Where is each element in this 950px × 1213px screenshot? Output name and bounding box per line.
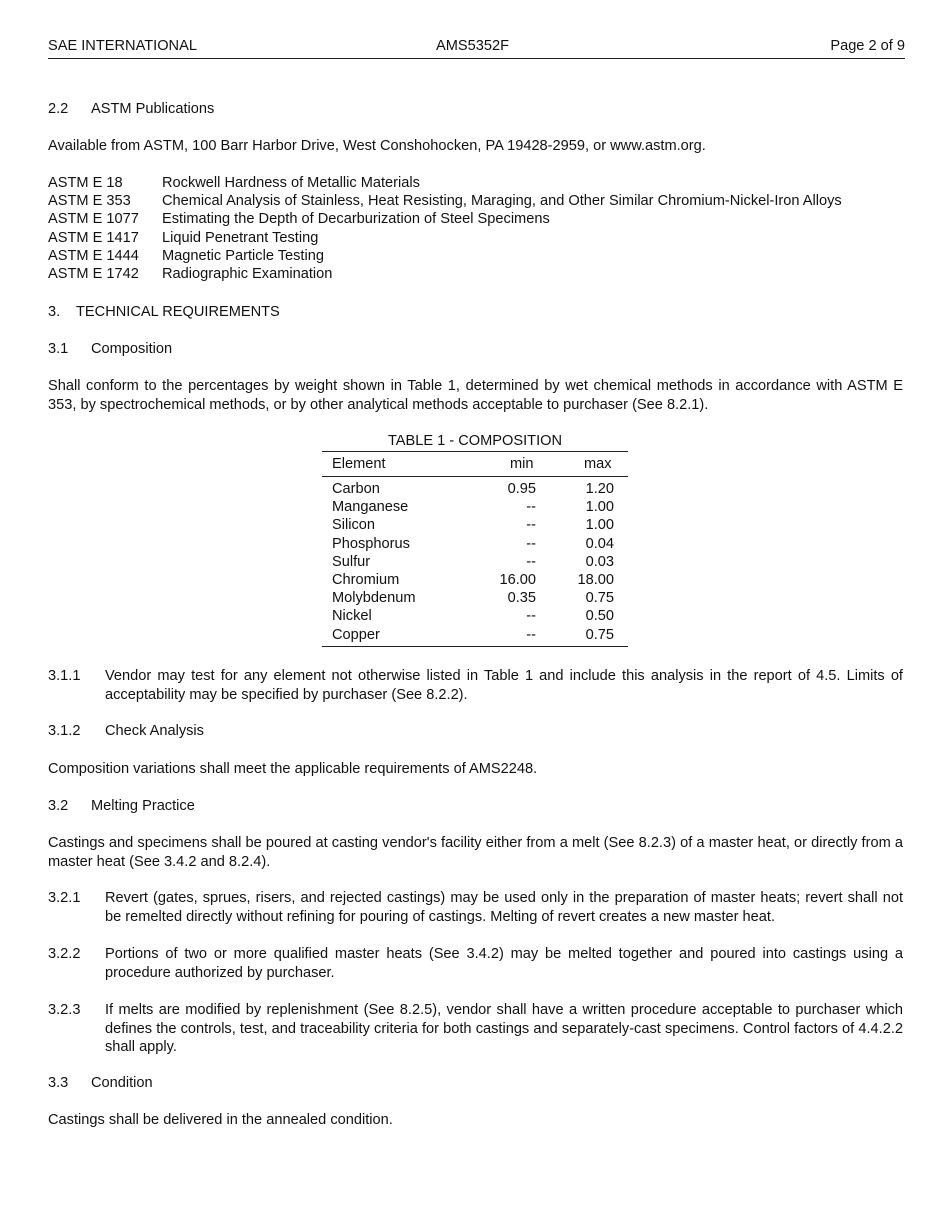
section-3-1-title: Composition	[91, 341, 173, 357]
column-header-max: max	[584, 456, 612, 472]
astm-title: Estimating the Depth of Decarburization of Steel Specimens	[162, 211, 550, 228]
section-3-2-1-body: Revert (gates, sprues, risers, and rejected castings) may be used only in the preparation of master heats; revert shall not be remelted directly without refining for pouring of castings. Melting of revert creates a new master heat.	[105, 890, 903, 925]
cell-element: Sulfur	[332, 553, 371, 570]
section-3-1-number: 3.1	[48, 341, 69, 357]
cell-max: 0.75	[585, 590, 614, 607]
page-header	[48, 36, 905, 59]
cell-element: Copper	[332, 626, 380, 643]
cell-max: 1.00	[585, 499, 614, 516]
cell-element: Nickel	[332, 608, 372, 625]
astm-availability: Available from ASTM, 100 Barr Harbor Drive, West Conshohocken, PA 19428-2959, or www.astm.org.	[48, 138, 706, 154]
cell-max: 1.00	[585, 517, 614, 534]
section-3-2-number: 3.2	[48, 798, 69, 814]
table-row	[322, 571, 628, 589]
cell-min: --	[526, 499, 536, 516]
cell-element: Molybdenum	[332, 590, 416, 607]
table-row	[322, 589, 628, 607]
astm-code: ASTM E 353	[48, 193, 131, 210]
column-header-element: Element	[332, 456, 386, 472]
cell-min: --	[526, 517, 536, 534]
cell-min: --	[526, 553, 536, 570]
cell-min: 16.00	[499, 571, 536, 588]
header-page-number: Page 2 of 9	[830, 38, 905, 54]
table-1-title: TABLE 1 - COMPOSITION	[387, 433, 563, 449]
section-3-1-2-title: Check Analysis	[105, 723, 204, 739]
section-3-number: 3.	[48, 304, 61, 320]
section-3-1-body: Shall conform to the percentages by weight shown in Table 1, determined by wet chemical methods in accordance with ASTM E 353, by spectrochemical methods, or by other analytical methods acceptable to purchaser (See 8.2.1).	[48, 378, 903, 413]
cell-min: --	[526, 535, 536, 552]
table-row	[322, 607, 628, 625]
section-3-2-2-body: Portions of two or more qualified master heats (See 3.4.2) may be melted together and poured into castings using a procedure authorized by purchaser.	[105, 946, 903, 981]
section-3-3-number: 3.3	[48, 1075, 69, 1091]
astm-code: ASTM E 1077	[48, 211, 139, 228]
section-2-2-number: 2.2	[48, 101, 69, 117]
astm-title: Liquid Penetrant Testing	[162, 229, 319, 246]
cell-max: 0.75	[585, 626, 614, 643]
astm-title: Magnetic Particle Testing	[162, 247, 324, 264]
section-3-1-2-number: 3.1.2	[48, 723, 81, 739]
table-row	[322, 480, 628, 498]
cell-min: --	[526, 608, 536, 625]
section-3-title: TECHNICAL REQUIREMENTS	[76, 304, 280, 320]
cell-element: Chromium	[332, 571, 400, 588]
astm-title: Rockwell Hardness of Metallic Materials	[162, 175, 420, 191]
header-org: SAE INTERNATIONAL	[48, 38, 197, 54]
cell-element: Manganese	[332, 499, 409, 516]
cell-max: 0.04	[585, 535, 614, 552]
section-2-2-title: ASTM Publications	[91, 101, 215, 117]
section-3-1-1-body: Vendor may test for any element not otherwise listed in Table 1 and include this analysis in the report of 4.5. Limits of acceptability may be specified by purchaser (See 8.2.2).	[105, 668, 903, 703]
column-header-min: min	[510, 456, 534, 472]
table-header-row	[322, 452, 628, 477]
cell-min: 0.35	[507, 590, 536, 607]
cell-max: 1.20	[585, 481, 614, 497]
astm-code: ASTM E 1742	[48, 265, 139, 282]
cell-element: Silicon	[332, 517, 375, 534]
section-3-1-2-body: Composition variations shall meet the applicable requirements of AMS2248.	[48, 761, 538, 777]
table-row	[322, 498, 628, 516]
section-3-1-1-number: 3.1.1	[48, 668, 81, 684]
astm-title: Radiographic Examination	[162, 265, 333, 282]
cell-min: 0.95	[507, 481, 536, 497]
cell-element: Phosphorus	[332, 535, 410, 552]
table-row	[322, 553, 628, 571]
section-3-2-3-body: If melts are modified by replenishment (See 8.2.5), vendor shall have a written procedure acceptable to purchaser which defines the controls, test, and traceability criteria for both castings and separately-cast specimens. Control factors of 4.4.2.2 shall apply.	[105, 1002, 903, 1055]
astm-code: ASTM E 18	[48, 175, 123, 191]
header-doc-id: AMS5352F	[436, 38, 510, 54]
section-3-2-3-number: 3.2.3	[48, 1002, 81, 1018]
cell-min: --	[526, 626, 536, 643]
section-3-3-title: Condition	[91, 1075, 153, 1091]
astm-title: Chemical Analysis of Stainless, Heat Resisting, Maraging, and Other Similar Chromium-Nickel-Iron Alloys	[162, 193, 842, 210]
section-3-3-body: Castings shall be delivered in the annealed condition.	[48, 1112, 393, 1128]
table-row	[322, 626, 628, 644]
composition-table	[322, 451, 628, 647]
astm-code: ASTM E 1417	[48, 229, 139, 246]
cell-max: 18.00	[577, 571, 614, 588]
cell-max: 0.03	[585, 553, 614, 570]
astm-code: ASTM E 1444	[48, 247, 139, 264]
table-row	[322, 535, 628, 553]
cell-max: 0.50	[585, 608, 614, 625]
section-3-2-2-number: 3.2.2	[48, 946, 81, 962]
section-3-2-title: Melting Practice	[91, 798, 195, 814]
section-3-2-1-number: 3.2.1	[48, 890, 81, 906]
table-row	[322, 516, 628, 534]
section-3-2-body: Castings and specimens shall be poured at casting vendor's facility either from a melt (See 8.2.3) of a master heat, or directly from a master heat (See 3.4.2 and 8.2.4).	[48, 835, 903, 870]
cell-element: Carbon	[332, 481, 380, 497]
